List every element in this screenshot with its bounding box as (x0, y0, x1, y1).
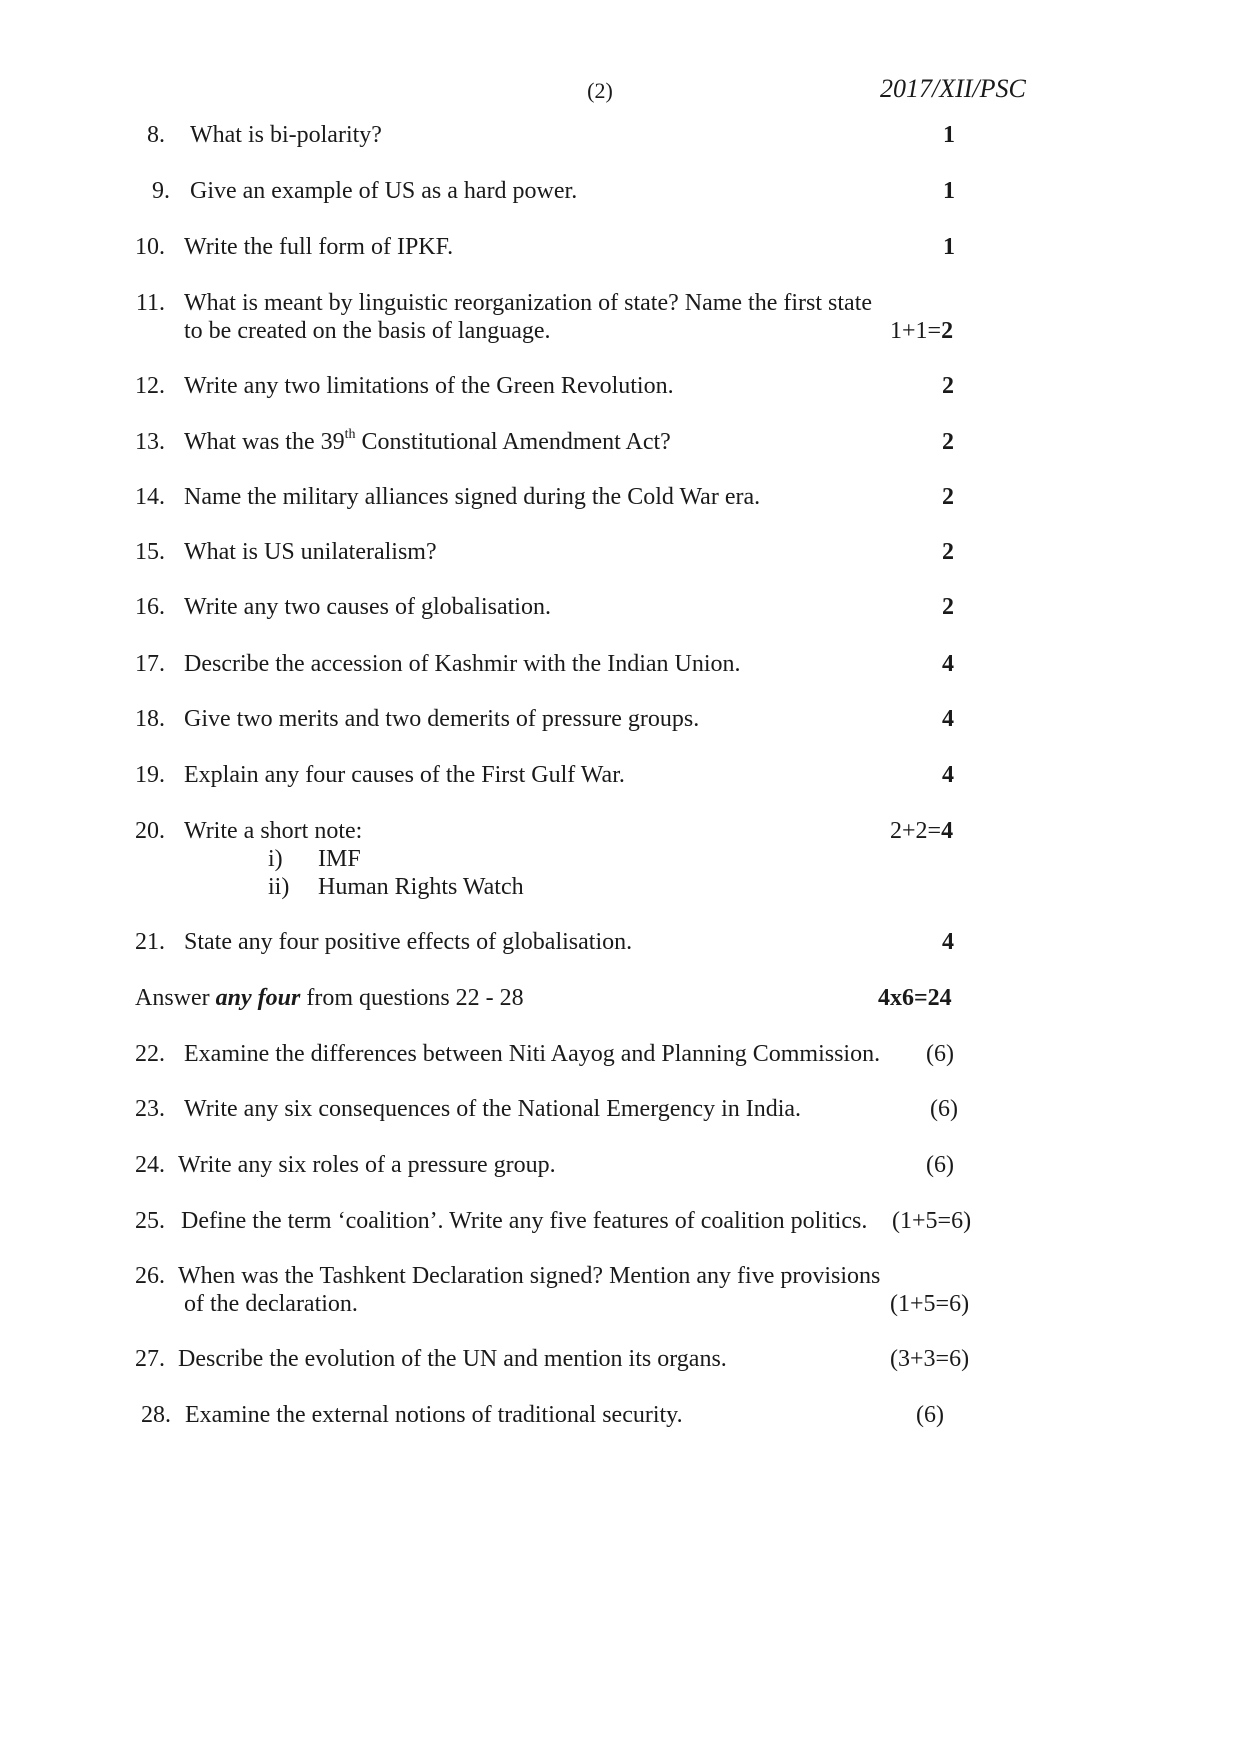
question-text: Give two merits and two demerits of pressure groups. (184, 706, 700, 732)
question-text: Write any six consequences of the National Emergency in India. (184, 1096, 802, 1122)
question-number: 28. (141, 1402, 171, 1428)
question-text-line-1: When was the Tashkent Declaration signed? Mention any five provisions (178, 1263, 881, 1289)
instruction-suffix: from questions 22 - 28 (300, 985, 524, 1011)
question-marks: (1+5=6) (890, 1291, 970, 1317)
question-marks: (6) (926, 1041, 954, 1067)
question-number: 15. (135, 539, 165, 565)
question-marks (890, 816, 953, 847)
paper-code: 2017/XII/PSC (880, 74, 1026, 103)
question-number: 24. (135, 1152, 165, 1178)
question-text: What is US unilateralism? (184, 539, 437, 565)
question-text: Describe the accession of Kashmir with the Indian Union. (184, 651, 741, 677)
question-text-part: What was the 39 (184, 429, 345, 455)
question-text: Name the military alliances signed during the Cold War era. (184, 484, 761, 510)
question-number: 27. (135, 1346, 165, 1372)
question-text: State any four positive effects of globalisation. (184, 929, 633, 955)
question-marks: 4 (942, 929, 954, 955)
question-text (184, 427, 671, 458)
question-marks (890, 316, 953, 347)
question-marks: 4 (942, 706, 954, 732)
question-number: 20. (135, 818, 165, 844)
marks-total: 2 (941, 318, 954, 344)
question-marks: 2 (942, 539, 954, 565)
question-number: 23. (135, 1096, 165, 1122)
question-text: Describe the evolution of the UN and mention its organs. (178, 1346, 727, 1372)
marks-breakdown: 1+1= (890, 318, 942, 344)
question-text: Give an example of US as a hard power. (190, 178, 578, 204)
question-text: Examine the external notions of traditional security. (185, 1402, 683, 1428)
question-text: Examine the differences between Niti Aayog and Planning Commission. (184, 1041, 881, 1067)
question-marks: 1 (943, 178, 955, 204)
question-number: 8. (147, 122, 165, 148)
question-marks: 1 (943, 122, 955, 148)
question-marks: (6) (916, 1402, 944, 1428)
question-number: 10. (135, 234, 165, 260)
question-marks: 2 (942, 594, 954, 620)
ordinal-superscript: th (344, 427, 356, 442)
question-marks: (1+5=6) (892, 1208, 972, 1234)
question-marks: (6) (926, 1152, 954, 1178)
question-marks: 1 (943, 234, 955, 260)
question-number: 18. (135, 706, 165, 732)
page-number: (2) (587, 78, 613, 103)
instruction-text (135, 983, 524, 1014)
marks-total: 4 (941, 818, 954, 844)
question-number: 9. (152, 178, 170, 204)
question-text: Write the full form of IPKF. (184, 234, 454, 260)
question-text: What is bi-polarity? (190, 122, 382, 148)
question-number: 14. (135, 484, 165, 510)
sub-item-text: Human Rights Watch (318, 874, 524, 900)
instruction-prefix: Answer (135, 985, 216, 1011)
question-number: 26. (135, 1263, 165, 1289)
sub-item-numeral: i) (268, 846, 283, 872)
question-text-line-1: What is meant by linguistic reorganization of state? Name the first state (184, 290, 873, 316)
question-number: 16. (135, 594, 165, 620)
question-text-line-2: of the declaration. (184, 1291, 358, 1317)
question-number: 11. (135, 290, 165, 316)
sub-item-text: IMF (318, 846, 361, 872)
question-number: 12. (135, 373, 165, 399)
question-text: Write any six roles of a pressure group. (178, 1152, 556, 1178)
question-marks: (3+3=6) (890, 1346, 970, 1372)
question-text: Explain any four causes of the First Gulf War. (184, 762, 625, 788)
question-number: 19. (135, 762, 165, 788)
question-number: 17. (135, 651, 165, 677)
question-marks: 4 (942, 762, 954, 788)
question-number: 21. (135, 929, 165, 955)
question-marks: 2 (942, 429, 954, 455)
question-marks: 2 (942, 373, 954, 399)
question-marks: 4 (942, 651, 954, 677)
instruction-emphasis: any four (215, 985, 301, 1011)
question-number: 22. (135, 1041, 165, 1067)
question-number: 13. (135, 429, 165, 455)
question-text: Define the term ‘coalition’. Write any five features of coalition politics. (181, 1208, 868, 1234)
question-text-part: Constitutional Amendment Act? (355, 429, 671, 455)
question-text: Write a short note: (184, 818, 363, 844)
question-text-line-2: to be created on the basis of language. (184, 318, 551, 344)
section-marks: 4x6=24 (878, 985, 952, 1011)
question-marks: 2 (942, 484, 954, 510)
question-number: 25. (135, 1208, 165, 1234)
question-text: Write any two limitations of the Green Revolution. (184, 373, 674, 399)
sub-item-numeral: ii) (268, 874, 290, 900)
question-marks: (6) (930, 1096, 958, 1122)
question-text: Write any two causes of globalisation. (184, 594, 551, 620)
marks-breakdown: 2+2= (890, 818, 942, 844)
